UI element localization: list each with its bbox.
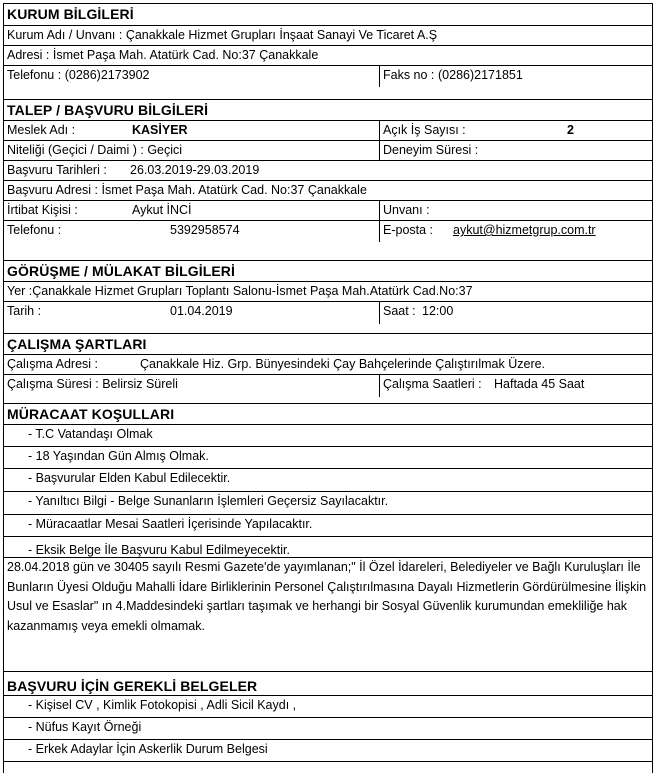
list-item <box>4 739 652 761</box>
kurum-phone-row <box>4 65 652 87</box>
talep-job-row <box>4 120 652 140</box>
list-item <box>4 695 652 717</box>
apply-address-label: Başvuru Adresi : <box>7 183 99 197</box>
job-value: KASİYER <box>132 123 188 137</box>
work-hours-value: Haftada 45 Saat <box>494 377 585 391</box>
calisma-title-text: ÇALIŞMA ŞARTLARI <box>7 336 147 352</box>
work-address-value: Çanakkale Hiz. Grp. Bünyesindeki Çay Bahçelerinde Çalıştırılmak Üzere. <box>140 357 546 371</box>
table-row <box>4 761 652 773</box>
calisma-address-row <box>4 354 652 374</box>
application-form <box>3 3 653 773</box>
section-title-kurum <box>4 3 652 25</box>
column-divider <box>379 221 380 242</box>
openings-label: Açık İş Sayısı : <box>383 123 466 137</box>
condition-text: - 18 Yaşından Gün Almış Olmak. <box>28 449 209 463</box>
gorusme-title-text: GÖRÜŞME / MÜLAKAT BİLGİLERİ <box>7 263 235 279</box>
work-duration-label: Çalışma Süresi : <box>7 377 99 391</box>
dates-label: Başvuru Tarihleri : <box>7 163 107 177</box>
talep-phone-label: Telefonu : <box>7 223 62 237</box>
kurum-name-row <box>4 25 652 45</box>
section-title-gorusme <box>4 260 652 281</box>
experience-label: Deneyim Süresi : <box>383 143 479 157</box>
kurum-phone-value: (0286)2173902 <box>64 68 150 82</box>
kurum-address-label: Adresi : <box>7 48 50 62</box>
place-label: Yer : <box>7 284 33 298</box>
list-item <box>4 424 652 446</box>
email-label: E-posta : <box>383 223 434 237</box>
condition-text: - Eksik Belge İle Başvuru Kabul Edilmeyecektir. <box>28 543 290 557</box>
talep-phone-row <box>4 220 652 242</box>
section-title-muracaat <box>4 403 652 424</box>
apply-address-value: İsmet Paşa Mah. Atatürk Cad. No:37 Çanakkale <box>101 183 367 197</box>
contact-value: Aykut İNCİ <box>132 203 192 217</box>
column-divider <box>379 66 380 87</box>
date-value: 01.04.2019 <box>170 304 233 318</box>
job-label: Meslek Adı : <box>7 123 76 137</box>
kurum-fax-label: Faks no : <box>383 68 435 82</box>
talep-phone-value: 5392958574 <box>170 223 240 237</box>
time-label: Saat : <box>383 304 416 318</box>
column-divider <box>379 302 380 324</box>
talep-dates-row <box>4 160 652 180</box>
condition-text: - Müracaatlar Mesai Saatleri İçerisinde Yapılacaktır. <box>28 517 313 531</box>
column-divider <box>379 375 380 397</box>
muracaat-title-text: MÜRACAAT KOŞULLARI <box>7 406 175 422</box>
column-divider <box>379 201 380 220</box>
document-text: - Erkek Adaylar İçin Askerlik Durum Belgesi <box>28 742 268 756</box>
condition-text: - Başvurular Elden Kabul Edilecektir. <box>28 471 231 485</box>
dates-value: 26.03.2019-29.03.2019 <box>130 163 260 177</box>
nature-label: Niteliği (Geçici / Daimi ) : <box>7 143 144 157</box>
kurum-address-value: İsmet Paşa Mah. Atatürk Cad. No:37 Çanakkale <box>52 48 319 62</box>
condition-text: - T.C Vatandaşı Olmak <box>28 427 153 441</box>
talep-nature-row <box>4 140 652 160</box>
list-item <box>4 491 652 514</box>
talep-title-text: TALEP / BAŞVURU BİLGİLERİ <box>7 102 209 118</box>
list-item <box>4 514 652 536</box>
belgeler-title-text: BAŞVURU İÇİN GEREKLİ BELGELER <box>7 678 258 694</box>
kurum-fax-value: (0286)2171851 <box>438 68 523 82</box>
kurum-address-row <box>4 45 652 65</box>
column-divider <box>379 121 380 140</box>
contact-label: İrtibat Kişisi : <box>7 203 78 217</box>
section-title-belgeler <box>4 671 652 695</box>
section-title-talep <box>4 99 652 120</box>
legal-text: 28.04.2018 gün ve 30405 sayılı Resmi Gazete'de yayımlanan;" İl Özel İdareleri, Belediyeler ve Bağlı Kuruluşları İle Bunların Üyesi Olduğu Mahalli İdare Birliklerinin Personel Çalıştırılmasına Dayalı Hizmetlerin Gördürülmesine İlişkin Usul ve Esaslar" ın 4.Maddesindeki şartları taşımak ve herhangi bir Sosyal Güvenlik kurumundan emekliliğe hak kazanmamış veya emekli olmamak. <box>7 560 647 633</box>
talep-contact-row <box>4 200 652 220</box>
kurum-phone-label: Telefonu : <box>7 68 62 82</box>
kurum-title-text: KURUM BİLGİLERİ <box>7 6 134 22</box>
document-text: - Nüfus Kayıt Örneği <box>28 720 142 734</box>
list-item <box>4 446 652 468</box>
list-item <box>4 536 652 557</box>
kurum-name-value: Çanakkale Hizmet Grupları İnşaat Sanayi Ve Ticaret A.Ş <box>125 28 438 42</box>
gorusme-place-row <box>4 281 652 301</box>
email-link[interactable]: aykut@hizmetgrup.com.tr <box>453 223 596 237</box>
work-duration-value: Belirsiz Süreli <box>102 377 178 391</box>
talep-apply-address-row <box>4 180 652 200</box>
section-title-calisma <box>4 333 652 354</box>
document-text: - Kişisel CV , Kimlik Fotokopisi , Adli Sicil Kaydı , <box>28 698 297 712</box>
contact-title-label: Unvanı : <box>383 203 430 217</box>
condition-text: - Yanıltıcı Bilgi - Belge Sunanların İşlemleri Geçersiz Sayılacaktır. <box>28 494 389 508</box>
time-value: 12:00 <box>422 304 454 318</box>
work-address-label: Çalışma Adresi : <box>7 357 99 371</box>
nature-value: Geçici <box>147 143 183 157</box>
gorusme-date-row <box>4 301 652 324</box>
date-label: Tarih : <box>7 304 42 318</box>
kurum-name-label: Kurum Adı / Unvanı : <box>7 28 123 42</box>
work-hours-label: Çalışma Saatleri : <box>383 377 482 391</box>
legal-conditions-paragraph <box>4 557 652 671</box>
calisma-duration-row <box>4 374 652 397</box>
openings-value: 2 <box>567 123 574 137</box>
list-item <box>4 468 652 491</box>
list-item <box>4 717 652 739</box>
column-divider <box>379 141 380 160</box>
place-value: Çanakkale Hizmet Grupları Toplantı Salonu-İsmet Paşa Mah.Atatürk Cad.No:37 <box>32 284 473 298</box>
